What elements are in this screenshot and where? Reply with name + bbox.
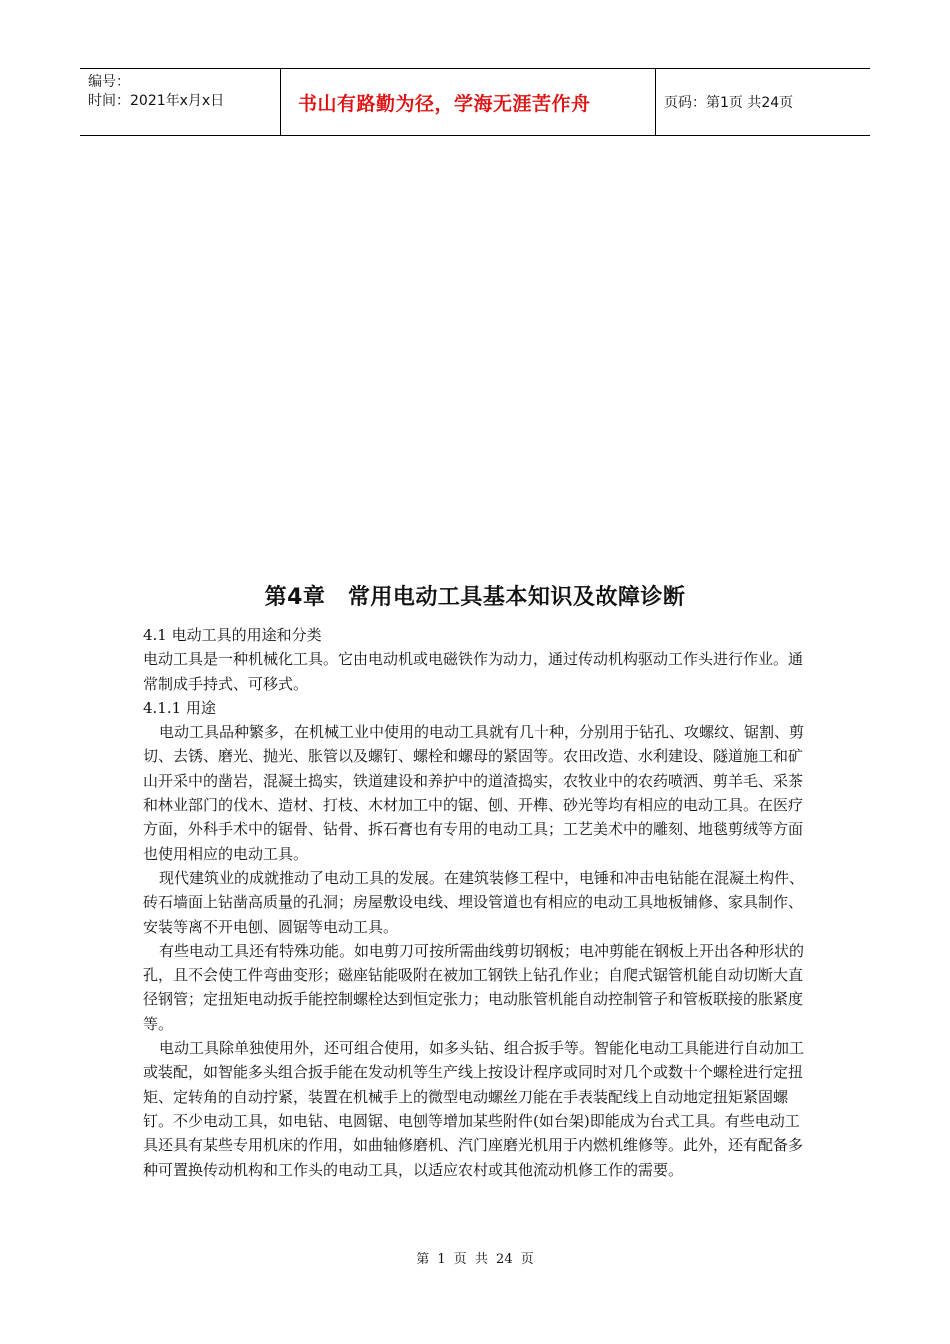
body-paragraph: 电动工具品种繁多，在机械工业中使用的电动工具就有几十种，分别用于钻孔、攻螺纹、锯割、剪切、去锈、磨光、抛光、胀管以及螺钉、螺栓和螺母的紧固等。农田改造、水利建设、隧道施工和矿山开采中的凿岩，混凝土捣实，铁道建设和养护中的道渣捣实，农牧业中的农药喷洒、剪羊毛、采茶和林业部门的伐木、造材、打枝、木材加工中的锯、刨、开榫、砂光等均有相应的电动工具。在医疗方面，外科手术中的锯骨、钻骨、拆石膏也有专用的电动工具；工艺美术中的雕刻、地毯剪绒等方面也使用相应的电动工具。 (143, 723, 805, 863)
body-content (143, 623, 813, 1182)
document-number-label: 编号： (88, 74, 130, 90)
header-table (80, 68, 870, 136)
section-heading-4-1: 4.1 电动工具的用途和分类 (143, 626, 322, 644)
header-motto-cell (281, 69, 656, 135)
header-page-info: 页码：第1页 共24页 (664, 95, 794, 111)
body-paragraph: 现代建筑业的成就推动了电动工具的发展。在建筑装修工程中，电锤和冲击电钻能在混凝土构件、砖石墙面上钻凿高质量的孔洞；房屋敷设电线、埋设管道也有相应的电动工具地板铺修、家具制作、安装等离不开电刨、圆锯等电动工具。 (143, 868, 805, 936)
section-intro-paragraph: 电动工具是一种机械化工具。它由电动机或电磁铁作为动力，通过传动机构驱动工作头进行作业。通常制成手持式、可移式。 (143, 650, 804, 693)
document-time-label: 时间：2021年x月x日 (88, 93, 225, 109)
section-heading-4-1-1: 4.1.1 用途 (143, 698, 216, 717)
header-page-cell (656, 69, 870, 135)
chapter-title: 第4章 常用电动工具基本知识及故障诊断 (264, 585, 686, 610)
body-paragraph: 电动工具除单独使用外，还可组合使用，如多头钻、组合扳手等。智能化电动工具能进行自动加工或装配，如智能多头组合扳手能在发动机等生产线上按设计程序或同时对几个或数十个螺栓进行定扭矩、定转角的自动拧紧，装置在机械手上的微型电动螺丝刀能在手表装配线上自动地定扭矩紧固螺钉。不少电动工具，如电钻、电圆锯、电刨等增加某些附件(如台架)即能成为台式工具。有些电动工具还具有某些专用机床的作用，如曲轴修磨机、汽门座磨光机用于内燃机维修等。此外，还有配备多种可置换传动机构和工作头的电动工具，以适应农村或其他流动机修工作的需要。 (143, 1039, 805, 1179)
header-motto: 书山有路勤为径，学海无涯苦作舟 (298, 92, 591, 115)
body-paragraph: 有些电动工具还有特殊功能。如电剪刀可按所需曲线剪切钢板；电冲剪能在钢板上开出各种形状的孔，且不会使工件弯曲变形；磁座钻能吸附在被加工钢铁上钻孔作业；自爬式锯管机能自动切断大直径钢管；定扭矩电动扳手能控制螺栓达到恒定张力；电动胀管机能自动控制管子和管板联接的胀紧度等。 (143, 941, 805, 1033)
header-meta-cell (80, 69, 281, 135)
page-footer: 第 1 页 共 24 页 (416, 1252, 534, 1267)
